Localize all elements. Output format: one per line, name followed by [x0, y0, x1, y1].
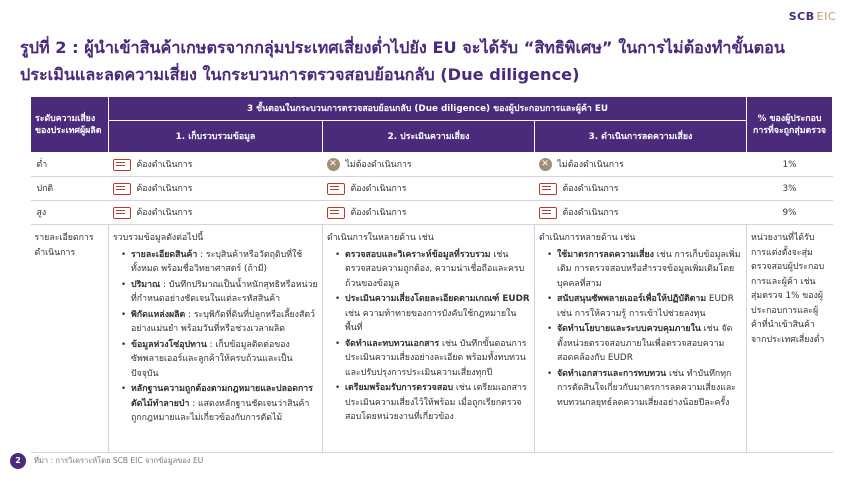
action-status: ต้องดำเนินการ	[136, 207, 193, 218]
list-item-text: เช่น จัดตั้งหน่วยตรวจสอบภายในเพื่อตรวจสอบความสอดคล้องกับ EUDR	[557, 324, 733, 363]
list-item-text: : แสดงหลักฐานชัดเจนว่าสินค้าถูกกฎหมายและไม่เกี่ยวข้องกับการตัดไม้	[131, 398, 310, 423]
list-item-text: EUDR เช่น การให้ความรู้ การเข้าไปช่วยลงทุน	[557, 294, 734, 319]
risk-level: ปกติ	[31, 177, 109, 201]
due-diligence-table	[30, 96, 833, 453]
document-icon	[113, 207, 131, 219]
detail-row	[31, 225, 833, 453]
table-body	[31, 153, 833, 453]
risk-level: ต่ำ	[31, 153, 109, 177]
detail-step-3-list	[539, 248, 742, 411]
source-note: ที่มา : การวิเคราะห์โดย SCB EIC จากข้อมูลของ EU	[34, 456, 204, 465]
list-item-title: ตรวจสอบและวิเคราะห์ข้อมูลที่รวบรวม	[345, 249, 491, 260]
detail-step-1-heading: รวบรวมข้อมูลดังต่อไปนี้	[113, 233, 204, 243]
brand-logo	[789, 10, 836, 23]
row-step2-cell	[323, 201, 535, 225]
list-item	[547, 248, 742, 292]
action-status: ไม่ต้องดำเนินการ	[557, 159, 624, 170]
detail-step-1-list	[113, 248, 318, 426]
header-step-2: 2. ประเมินความเสี่ยง	[323, 121, 535, 153]
logo-suffix: EIC	[816, 10, 836, 23]
list-item-text: เช่น บันทึกขั้นตอนการประเมินความเสี่ยงอย่างละเอียด พร้อมทั้งทบทวนและปรับปรุงการประเมินความเสี่ยงทุกปี	[345, 338, 527, 378]
list-item	[121, 248, 318, 277]
document-icon	[113, 159, 131, 171]
page-number: 2	[10, 453, 26, 469]
row-step3-cell	[535, 177, 747, 201]
action-status: ต้องดำเนินการ	[562, 183, 619, 194]
document-icon	[113, 183, 131, 195]
row-step3-cell	[535, 153, 747, 177]
list-item	[121, 382, 318, 426]
row-step3-cell	[535, 201, 747, 225]
list-item-title: พิกัดแหล่งผลิต	[131, 309, 186, 320]
list-item-text: : บันทึกปริมาณเป็นน้ำหนักสุทธิหรือหน่วยที่กำหนดอย่างชัดเจนในแต่ละรหัสสินค้า	[131, 279, 318, 304]
action-status: ต้องดำเนินการ	[562, 207, 619, 218]
cross-icon: ✕	[327, 158, 340, 171]
list-item-title: ใช้มาตรการลดความเสี่ยง	[557, 249, 654, 260]
list-item	[335, 248, 530, 292]
document-icon	[327, 207, 345, 219]
detail-label: รายละเอียดการดำเนินการ	[31, 225, 109, 453]
list-item-title: ข้อมูลห่วงโซ่อุปทาน	[131, 339, 207, 350]
list-item-text: เช่น ทำบันทึกทุกการตัดสินใจเกี่ยวกับมาตรการลดความเสี่ยงและทบทวนกลยุทธ์ลดความเสี่ยงอย่างน้อยปีละครั้ง	[557, 368, 737, 408]
document-icon	[539, 183, 557, 195]
list-item-title: หลักฐานความถูกต้องตามกฎหมายและปลอดการตัดไม้ทำลายป่า	[131, 384, 313, 409]
table-row	[31, 177, 833, 201]
row-step1-cell	[109, 201, 323, 225]
action-status: ต้องดำเนินการ	[350, 183, 407, 194]
list-item-title: ปริมาณ	[131, 279, 161, 290]
header-steps-group: 3 ขั้นตอนในกระบวนการตรวจสอบย้อนกลับ (Due diligence) ของผู้ประกอบการและผู้ค้า EU	[109, 97, 747, 121]
detail-step-2-heading: ดำเนินการในหลายด้าน เช่น	[327, 233, 434, 243]
list-item-text: : ระบุสินค้าหรือวัตถุดิบที่ใช้ทั้งหมด พร้อมชื่อวิทยาศาสตร์ (ถ้ามี)	[131, 249, 303, 274]
list-item	[335, 292, 530, 336]
list-item	[335, 381, 530, 425]
list-item-title: สนับสนุนซัพพลายเออร์เพื่อให้ปฏิบัติตาม	[557, 294, 707, 304]
list-item-text: เช่น ความท้าทายของการบังคับใช้กฎหมายในพื้นที่	[345, 308, 517, 333]
header-step-3: 3. ดำเนินการลดความเสี่ยง	[535, 121, 747, 153]
list-item-text: : ระบุพิกัดที่ดินที่ปลูกหรือเลี้ยงสัตว์อย่างแม่นยำ พร้อมวันที่หรือช่วงเวลาผลิต	[131, 309, 315, 334]
list-item-text: เช่น ตรวจสอบความถูกต้อง, ความน่าเชื่อถือและครบถ้วนของข้อมูล	[345, 249, 525, 289]
list-item-title: จัดทำเอกสารและการทบทวน	[557, 368, 667, 379]
list-item	[547, 367, 742, 411]
list-item-text: เช่น การเก็บข้อมูลเพิ่มเติม การตรวจสอบหรือสำรวจข้อมูลเพิ่มเติมโดยบุคคลที่สาม	[557, 249, 741, 289]
detail-step-2	[323, 225, 535, 453]
row-step2-cell	[323, 177, 535, 201]
cross-icon: ✕	[539, 158, 552, 171]
title-line-1: รูปที่ 2 : ผู้นำเข้าสินค้าเกษตรจากกลุ่มประเทศเสี่ยงต่ำไปยัง EU จะได้รับ “สิทธิพิเศษ” ในการไม่ต้องทำขั้นตอน	[20, 38, 785, 57]
table-row	[31, 153, 833, 177]
list-item-title: เตรียมพร้อมรับการตรวจสอบ	[345, 383, 454, 393]
list-item	[121, 308, 318, 337]
action-status: ต้องดำเนินการ	[136, 183, 193, 194]
list-item-text: เช่น เตรียมเอกสารประเมินความเสี่ยงไว้ให้พร้อม เมื่อถูกเรียกตรวจสอบโดยหน่วยงานที่เกี่ยวข้อง	[345, 383, 527, 422]
sample-percentage: 1%	[747, 153, 833, 177]
action-status: ต้องดำเนินการ	[350, 207, 407, 218]
title-line-2: ประเมินและลดความเสี่ยง ในกระบวนการตรวจสอบย้อนกลับ (Due diligence)	[20, 65, 580, 84]
list-item-title: จัดทำและทบทวนเอกสาร	[345, 338, 440, 349]
action-status: ต้องดำเนินการ	[136, 159, 193, 170]
detail-step-1	[109, 225, 323, 453]
detail-step-2-list	[327, 248, 530, 425]
detail-step-3-heading: ดำเนินการหลายด้าน เช่น	[539, 233, 636, 243]
logo-brand: SCB	[788, 10, 815, 23]
list-item	[121, 278, 318, 307]
list-item-title: รายละเอียดสินค้า	[131, 249, 198, 260]
list-item	[121, 338, 318, 382]
list-item	[335, 337, 530, 381]
page-title	[20, 34, 830, 88]
row-step2-cell	[323, 153, 535, 177]
risk-level: สูง	[31, 201, 109, 225]
row-step1-cell	[109, 153, 323, 177]
document-icon	[327, 183, 345, 195]
list-item-title: ประเมินความเสี่ยงโดยละเอียดตามเกณฑ์ EUDR	[345, 294, 530, 304]
table-row	[31, 201, 833, 225]
row-step1-cell	[109, 177, 323, 201]
list-item-title: จัดทำนโยบายและระบบควบคุมภายใน	[557, 324, 701, 334]
sample-percentage: 3%	[747, 177, 833, 201]
sample-percentage: 9%	[747, 201, 833, 225]
list-item-text: : เก็บข้อมูลติดต่อของซัพพลายเออร์และลูกค้าให้ครบถ้วนและเป็นปัจจุบัน	[131, 339, 293, 379]
list-item	[547, 322, 742, 366]
header-share: % ของผู้ประกอบการที่จะถูกสุ่มตรวจ	[747, 97, 833, 153]
footer	[10, 453, 203, 469]
action-status: ไม่ต้องดำเนินการ	[345, 159, 412, 170]
detail-share: หน่วยงานที่ได้รับการแต่งตั้งจะสุ่มตรวจสอบผู้ประกอบการและผู้ค้า เช่น สุ่มตรวจ 1% ของผู้ประกอบการและผู้ค้าที่นำเข้าสินค้าจากประเทศเสี่ยงต่ำ	[747, 225, 833, 453]
list-item	[547, 292, 742, 321]
header-step-1: 1. เก็บรวบรวมข้อมูล	[109, 121, 323, 153]
document-icon	[539, 207, 557, 219]
header-risk-level: ระดับความเสี่ยงของประเทศผู้ผลิต	[31, 97, 109, 153]
detail-step-3	[535, 225, 747, 453]
